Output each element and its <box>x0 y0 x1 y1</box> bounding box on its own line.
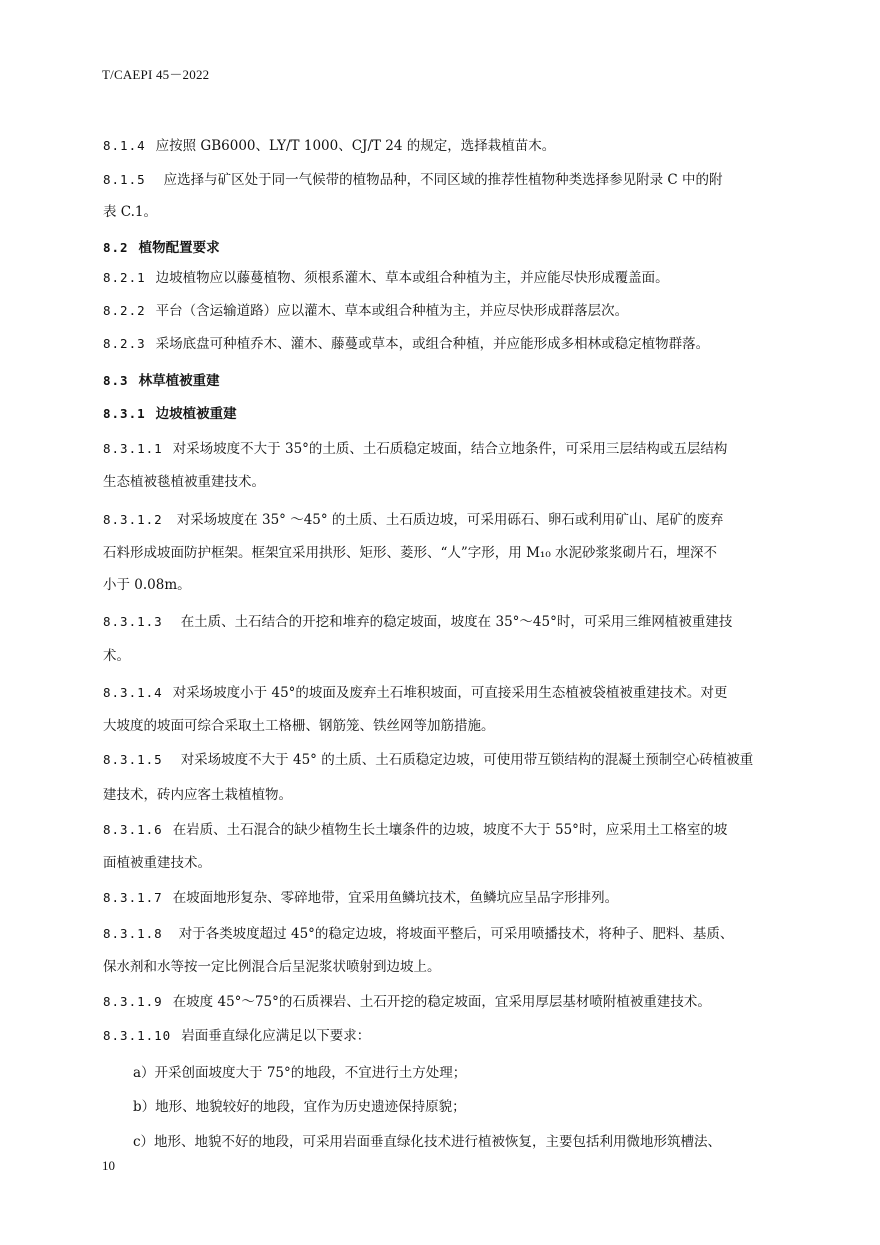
section-heading-8-2 <box>103 239 220 257</box>
clause-number: 8.3.1.2 <box>103 512 163 527</box>
clause-8-2-1 <box>103 269 669 287</box>
section-title: 植物配置要求 <box>138 240 220 256</box>
clause-8-3-1-3 <box>103 613 732 631</box>
clause-number: 8.1.5 <box>103 172 146 187</box>
clause-text: 在坡度 45°～75°的石质裸岩、土石开挖的稳定坡面，宜采用厚层基材喷附植被重建技术。 <box>172 994 711 1010</box>
clause-8-3-1-7 <box>103 889 618 907</box>
list-item-b: b）地形、地貌较好的地段，宜作为历史遗迹保持原貌； <box>133 1099 466 1115</box>
list-item-c: c）地形、地貌不好的地段，可采用岩面垂直绿化技术进行植被恢复，主要包括利用微地形筑槽法、 <box>133 1134 722 1150</box>
clause-8-2-3 <box>103 335 709 353</box>
section-heading-8-3 <box>103 372 220 390</box>
clause-continuation: 生态植被毯植被重建技术。 <box>103 474 265 490</box>
section-title: 林草植被重建 <box>138 373 220 389</box>
clause-text: 应按照 GB6000、LY/T 1000、CJ/T 24 的规定，选择栽植苗木。 <box>155 138 556 154</box>
clause-8-3-1-2 <box>103 511 723 529</box>
clause-number: 8.3.1.7 <box>103 890 163 905</box>
clause-text: 对采场坡度在 35° ～45° 的土质、土石质边坡，可采用砾石、卵石或利用矿山、尾矿的废弃 <box>176 512 724 528</box>
clause-8-3-1-1 <box>103 440 727 458</box>
clause-number: 8.3.1.8 <box>103 926 163 941</box>
clause-number: 8.3.1.10 <box>103 1028 172 1043</box>
section-title: 边坡植被重建 <box>155 406 237 422</box>
clause-number: 8.3.1.1 <box>103 441 163 456</box>
section-number: 8.3 <box>103 373 129 388</box>
clause-text: 对采场坡度不大于 35°的土质、土石质稳定坡面，结合立地条件，可采用三层结构或五层结构 <box>172 441 728 457</box>
clause-continuation: 小于 0.08m。 <box>103 577 191 593</box>
clause-number: 8.3.1.6 <box>103 822 163 837</box>
clause-text: 在土质、土石结合的开挖和堆弃的稳定坡面，坡度在 35°～45°时，可采用三维网植被重建技 <box>180 614 733 630</box>
clause-continuation: 面植被重建技术。 <box>103 855 211 871</box>
clause-continuation: 大坡度的坡面可综合采取土工格栅、钢筋笼、铁丝网等加筋措施。 <box>103 718 495 734</box>
clause-text: 岩面垂直绿化应满足以下要求： <box>181 1028 371 1044</box>
clause-number: 8.3.1.4 <box>103 685 163 700</box>
clause-text: 对采场坡度不大于 45° 的土质、土石质稳定边坡，可使用带互锁结构的混凝土预制空心砖植被重 <box>180 752 754 768</box>
clause-8-3-1-6 <box>103 821 727 839</box>
clause-number: 8.3.1.9 <box>103 994 163 1009</box>
clause-text: 应选择与矿区处于同一气候带的植物品种，不同区域的推荐性植物种类选择参见附录 C 中的附 <box>163 172 723 188</box>
list-item-a: a）开采创面坡度大于 75°的地段，不宜进行土方处理； <box>133 1065 467 1081</box>
clause-continuation: 术。 <box>103 648 130 664</box>
clause-8-3-1-9 <box>103 993 711 1011</box>
clause-continuation: 建技术，砖内应客土栽植植物。 <box>103 787 292 803</box>
clause-text: 对采场坡度小于 45°的坡面及废弃土石堆积坡面，可直接采用生态植被袋植被重建技术。对更 <box>172 685 728 701</box>
section-number: 8.3.1 <box>103 406 146 421</box>
clause-text: 平台（含运输道路）应以灌木、草本或组合种植为主，并应尽快形成群落层次。 <box>155 303 629 319</box>
clause-continuation: 保水剂和水等按一定比例混合后呈泥浆状喷射到边坡上。 <box>103 959 441 975</box>
section-heading-8-3-1 <box>103 405 237 423</box>
clause-8-1-4 <box>103 137 555 155</box>
doc-code-header: T/CAEPI 45－2022 <box>102 67 210 82</box>
clause-continuation: 石料形成坡面防护框架。框架宜采用拱形、矩形、菱形、“人”字形，用 M₁₀ 水泥砂浆浆砌片石，埋深不 <box>103 545 718 561</box>
clause-number: 8.3.1.5 <box>103 752 163 767</box>
clause-number: 8.3.1.3 <box>103 614 163 629</box>
clause-8-2-2 <box>103 302 628 320</box>
clause-number: 8.2.1 <box>103 270 146 285</box>
clause-8-3-1-8 <box>103 925 733 943</box>
clause-number: 8.1.4 <box>103 138 146 153</box>
section-number: 8.2 <box>103 240 129 255</box>
clause-text: 在岩质、土石混合的缺少植物生长土壤条件的边坡，坡度不大于 55°时，应采用土工格室的坡 <box>172 822 728 838</box>
clause-text: 采场底盘可种植乔木、灌木、藤蔓或草本，或组合种植，并应能形成多相林或稳定植物群落。 <box>155 336 710 352</box>
clause-8-3-1-10 <box>103 1027 370 1045</box>
clause-number: 8.2.2 <box>103 303 146 318</box>
clause-8-1-5 <box>103 171 723 189</box>
clause-text: 对于各类坡度超过 45°的稳定边坡，将坡面平整后，可采用喷播技术，将种子、肥料、基质、 <box>178 926 734 942</box>
page-number: 10 <box>102 1158 115 1173</box>
clause-text: 在坡面地形复杂、零碎地带，宜采用鱼鳞坑技术，鱼鳞坑应呈品字形排列。 <box>172 890 619 906</box>
clause-text: 边坡植物应以藤蔓植物、须根系灌木、草本或组合种植为主，并应能尽快形成覆盖面。 <box>155 270 669 286</box>
clause-number: 8.2.3 <box>103 336 146 351</box>
clause-8-3-1-4 <box>103 684 727 702</box>
clause-8-3-1-5 <box>103 751 753 769</box>
clause-continuation: 表 C.1。 <box>103 204 158 220</box>
